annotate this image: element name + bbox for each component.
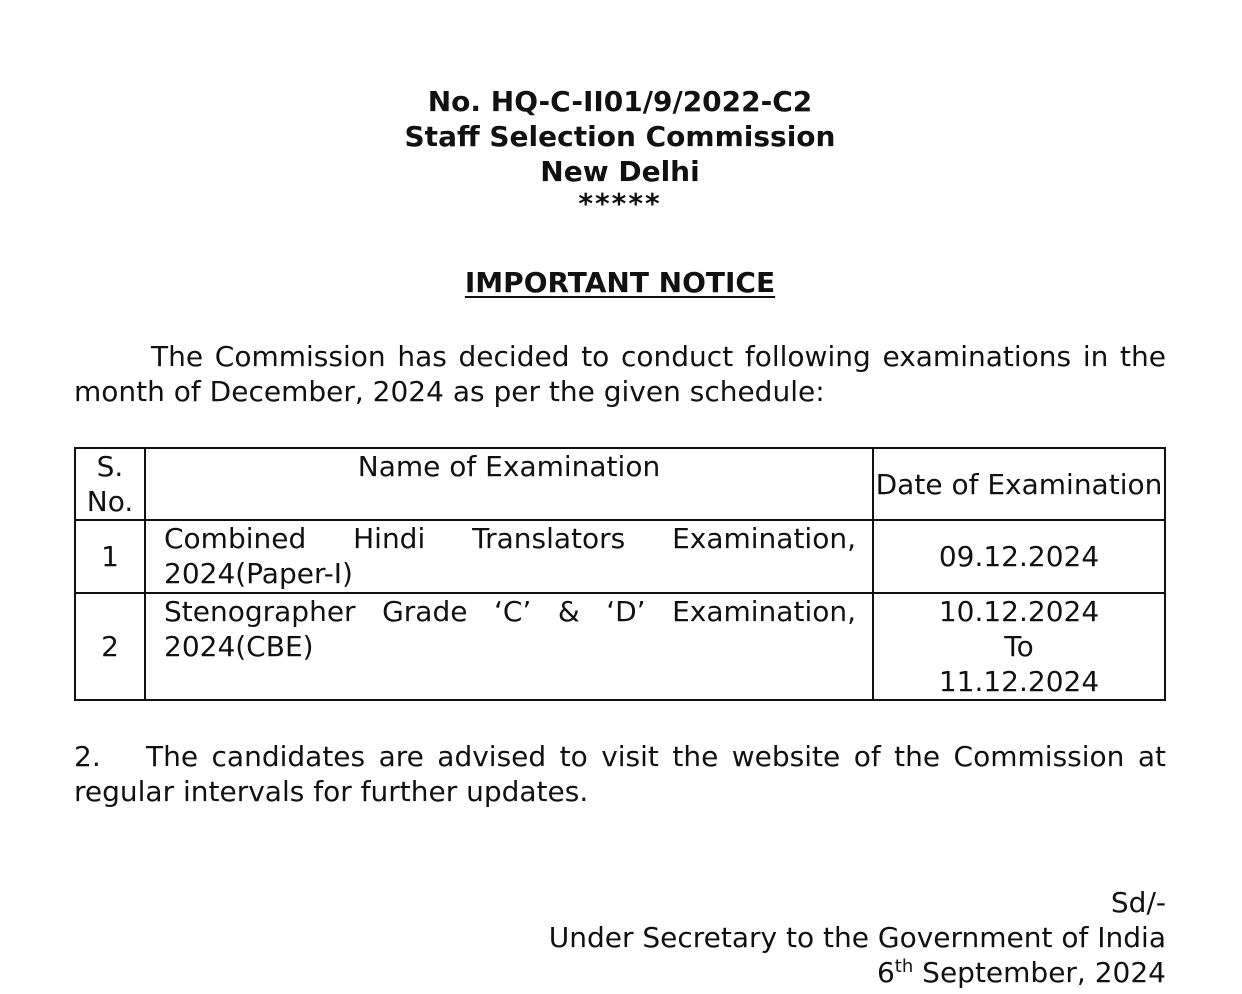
table-row bbox=[75, 520, 1165, 593]
date-line: To bbox=[1004, 630, 1034, 663]
row-sno: 2 bbox=[75, 593, 145, 700]
signature-block bbox=[74, 885, 1166, 990]
intro-paragraph: The Commission has decided to conduct following examinations in the month of December, 2024 as per the given schedule: bbox=[74, 340, 1166, 408]
signatory-designation: Under Secretary to the Government of India bbox=[548, 921, 1166, 954]
advisory-text: The candidates are advised to visit the website of the Commission at regular intervals for further updates. bbox=[74, 740, 1166, 808]
date-line: 09.12.2024 bbox=[938, 540, 1100, 573]
row-exam-date bbox=[873, 593, 1165, 700]
exam-schedule-table bbox=[74, 447, 1166, 701]
date-rest: September, 2024 bbox=[913, 956, 1166, 989]
date-line: 11.12.2024 bbox=[938, 665, 1100, 698]
notice-title: IMPORTANT NOTICE bbox=[464, 266, 776, 299]
table-row bbox=[75, 593, 1165, 700]
signature-date bbox=[74, 955, 1166, 990]
signed-mark: Sd/- bbox=[1110, 886, 1166, 919]
paragraph-number: 2. bbox=[74, 740, 101, 773]
row-exam-name: Combined Hindi Translators Examination, 2024(Paper-I) bbox=[145, 520, 873, 593]
file-number: No. HQ-C-II01/9/2022-C2 bbox=[427, 85, 813, 118]
header-sno: S. No. bbox=[75, 448, 145, 520]
table-header-row bbox=[75, 448, 1165, 520]
organization-name: Staff Selection Commission bbox=[404, 120, 836, 153]
header-exam-name: Name of Examination bbox=[145, 448, 873, 520]
city-name: New Delhi bbox=[540, 155, 700, 188]
notice-header bbox=[74, 84, 1166, 219]
stars-divider: ***** bbox=[578, 187, 662, 220]
row-sno: 1 bbox=[75, 520, 145, 593]
row-exam-date bbox=[873, 520, 1165, 593]
date-day: 6 bbox=[876, 956, 895, 989]
header-exam-date: Date of Examination bbox=[873, 448, 1165, 520]
notice-document bbox=[74, 84, 1166, 990]
row-exam-name: Stenographer Grade ‘C’ & ‘D’ Examination, 2024(CBE) bbox=[145, 593, 873, 700]
date-suffix: th bbox=[894, 956, 914, 977]
advisory-paragraph bbox=[74, 739, 1166, 809]
date-line: 10.12.2024 bbox=[938, 595, 1100, 628]
